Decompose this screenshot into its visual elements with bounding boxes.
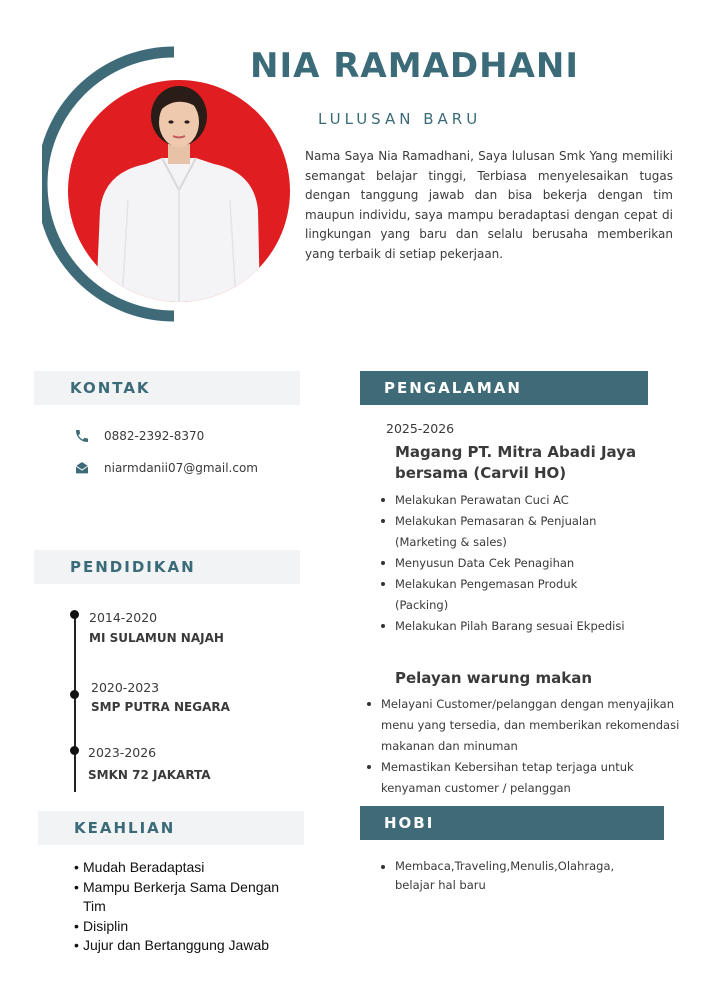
- job-year: 2025-2026: [386, 421, 455, 436]
- skill-item: • Disiplin: [74, 917, 304, 937]
- edu-school: SMP PUTRA NEGARA: [91, 700, 230, 714]
- edu-year: 2023-2026: [88, 745, 157, 760]
- job-title: Pelayan warung makan: [395, 669, 592, 687]
- candidate-name: NIA RAMADHANI: [250, 46, 579, 86]
- job-task-list: [380, 490, 630, 637]
- skills-list: [74, 858, 304, 956]
- edu-year: 2020-2023: [91, 680, 160, 695]
- email-address: niarmdanii07@gmail.com: [104, 461, 258, 475]
- timeline-line: [74, 612, 76, 792]
- candidate-role: LULUSAN BARU: [318, 110, 482, 128]
- job-task: Melakukan Pengemasan Produk (Packing): [380, 574, 630, 616]
- section-header-hobi: HOBI: [360, 806, 664, 840]
- skill-item: • Mampu Berkerja Sama Dengan Tim: [74, 878, 304, 917]
- edu-year: 2014-2020: [89, 610, 158, 625]
- profile-photo: [68, 80, 290, 302]
- section-header-pengalaman: PENGALAMAN: [360, 371, 648, 405]
- profile-summary: Nama Saya Nia Ramadhani, Saya lulusan Smk Yang memiliki semangat belajar tinggi, Terbiasa menyelesaikan tugas dengan tanggung jawab dan bisa bekerja dengan tim maupun individu, saya mampu beradaptasi dengan cepat di lingkungan yang baru dan selalu berusaha memberikan yang terbaik di setiap pekerjaan.: [305, 149, 673, 261]
- hobby-list: [380, 857, 640, 895]
- phone-icon: [74, 428, 90, 444]
- edu-school: SMKN 72 JAKARTA: [88, 768, 211, 782]
- hobby-item: Membaca,Traveling,Menulis,Olahraga, belajar hal baru: [380, 857, 640, 895]
- skill-item: • Mudah Beradaptasi: [74, 858, 304, 878]
- section-header-keahlian: KEAHLIAN: [38, 811, 304, 845]
- job-task: Melakukan Pemasaran & Penjualan (Marketing & sales): [380, 511, 630, 553]
- portrait-illustration: [68, 80, 290, 302]
- job-title: Magang PT. Mitra Abadi Jaya bersama (Carvil HO): [395, 443, 637, 482]
- job-task: Melakukan Perawatan Cuci AC: [380, 490, 630, 511]
- job-task: Melakukan Pilah Barang sesuai Ekpedisi: [380, 616, 630, 637]
- skill-item: • Jujur dan Bertanggung Jawab: [74, 936, 304, 956]
- job-task-list: [366, 694, 686, 799]
- phone-number: 0882-2392-8370: [104, 429, 205, 443]
- timeline-dot: [70, 746, 79, 755]
- job-task: Melayani Customer/pelanggan dengan menyajikan menu yang tersedia, dan memberikan rekomendasi makanan dan minuman: [366, 694, 686, 757]
- job-task: Menyusun Data Cek Penagihan: [380, 553, 630, 574]
- section-header-pendidikan: PENDIDIKAN: [34, 550, 300, 584]
- timeline-dot: [70, 610, 79, 619]
- section-header-kontak: KONTAK: [34, 371, 300, 405]
- contact-phone: [74, 426, 204, 446]
- job-task: Memastikan Kebersihan tetap terjaga untuk kenyaman customer / pelanggan: [366, 757, 686, 799]
- edu-school: MI SULAMUN NAJAH: [89, 631, 224, 645]
- envelope-icon: [74, 460, 90, 476]
- contact-email: [74, 458, 258, 478]
- timeline-dot: [70, 690, 79, 699]
